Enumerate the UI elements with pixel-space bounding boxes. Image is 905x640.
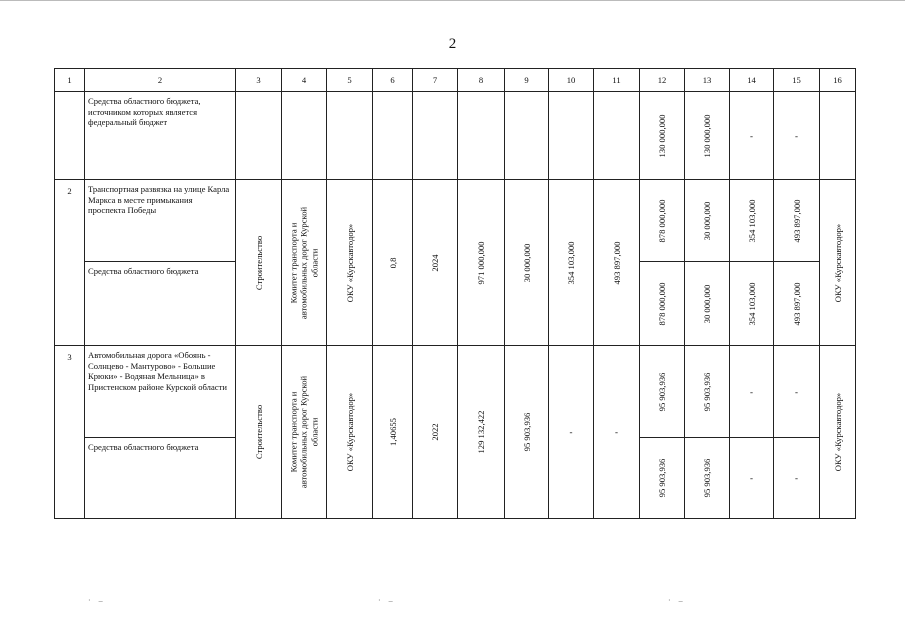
row-name: Средства областного бюджета: [85, 438, 236, 519]
amount-cell: 30 000,000: [521, 243, 532, 282]
amount-cell: 30 000,000: [701, 201, 712, 240]
amount-cell: 130 000,000: [701, 114, 712, 157]
header-cell: 14: [730, 69, 774, 92]
amount-cell: -: [615, 427, 618, 437]
amount-cell: 95 903,936: [521, 412, 532, 452]
amount-cell: 971 000,000: [475, 241, 486, 284]
amount-cell: -: [750, 473, 753, 483]
header-cell: 4: [282, 69, 327, 92]
year-cell: 2024: [429, 253, 440, 272]
customer-org: Комитет транспорта и автомобильных дорог Курской области: [288, 206, 320, 319]
amount-cell: 878 000,000: [656, 282, 667, 325]
row-name: Средства областного бюджета, источником которых является федеральный бюджет: [85, 92, 236, 180]
amount-cell: 95 903,936: [701, 458, 712, 498]
header-cell: 13: [685, 69, 730, 92]
amount-cell: -: [795, 386, 798, 397]
amount-cell: 95 903,936: [701, 372, 712, 411]
amount-cell: 493 897,000: [791, 282, 802, 325]
amount-cell: 493 897,000: [791, 199, 802, 242]
header-cell: 1: [55, 69, 85, 92]
header-cell: 3: [236, 69, 282, 92]
operator-org: ОКУ «Курскавтодор»: [832, 392, 843, 472]
amount-cell: -: [569, 427, 573, 437]
row-number: 3: [55, 346, 85, 519]
developer-org: ОКУ «Курскавтодор»: [344, 223, 355, 302]
header-cell: 11: [594, 69, 640, 92]
amount-cell: 878 000,000: [656, 199, 667, 242]
operator-org: ОКУ «Курскавтодор»: [832, 223, 843, 302]
row-name: Средства областного бюджета: [85, 262, 236, 346]
top-rule: [0, 0, 905, 1]
year-cell: 2022: [429, 423, 440, 441]
amount-cell: -: [750, 130, 753, 141]
header-cell: 2: [85, 69, 236, 92]
header-cell: 15: [774, 69, 820, 92]
header-cell: 9: [505, 69, 549, 92]
amount-cell: 354 103,000: [746, 199, 757, 242]
amount-cell: 493 897,000: [611, 241, 622, 284]
header-row: [55, 69, 856, 92]
capacity-cell: 1,40655: [387, 418, 398, 446]
amount-cell: 129 132,422: [475, 410, 486, 454]
amount-cell: 130 000,000: [656, 114, 667, 157]
amount-cell: 354 103,000: [746, 282, 757, 325]
work-type: Строительство: [253, 235, 264, 290]
amount-cell: 354 103,000: [565, 241, 576, 284]
developer-org: ОКУ «Курскавтодор»: [344, 392, 355, 472]
amount-cell: 95 903,936: [656, 372, 667, 411]
amount-cell: -: [750, 386, 753, 397]
page-number: 2: [448, 36, 457, 52]
amount-cell: 95 903,936: [656, 458, 667, 498]
table-row: [55, 346, 856, 438]
header-cell: 6: [373, 69, 413, 92]
row-name: Транспортная развязка на улице Карла Маркса в месте примыкания проспекта Победы: [85, 180, 236, 262]
row-number: 2: [55, 180, 85, 346]
amount-cell: 30 000,000: [701, 284, 712, 323]
header-cell: 10: [549, 69, 594, 92]
work-type: Строительство: [253, 404, 264, 460]
scan-speck: · ‒: [668, 596, 683, 605]
budget-table: [54, 68, 856, 519]
capacity-cell: 0,8: [387, 257, 398, 268]
row-name: Автомобильная дорога «Обоянь - Солнцево - Мантурово» - Большие Крюки» - Водяная Мельница» в Пристенском районе Курской области: [85, 346, 236, 438]
header-cell: 7: [413, 69, 458, 92]
header-cell: 5: [327, 69, 373, 92]
amount-cell: -: [795, 130, 798, 141]
amount-cell: -: [795, 473, 798, 483]
header-cell: 8: [458, 69, 505, 92]
header-cell: 16: [820, 69, 856, 92]
customer-org: Комитет транспорта и автомобильных дорог Курской области: [288, 375, 320, 489]
header-cell: 12: [640, 69, 685, 92]
table-row: [55, 92, 856, 180]
scan-speck: · ‒: [88, 596, 103, 605]
table-row: [55, 180, 856, 262]
scan-speck: · ‒: [378, 596, 393, 605]
